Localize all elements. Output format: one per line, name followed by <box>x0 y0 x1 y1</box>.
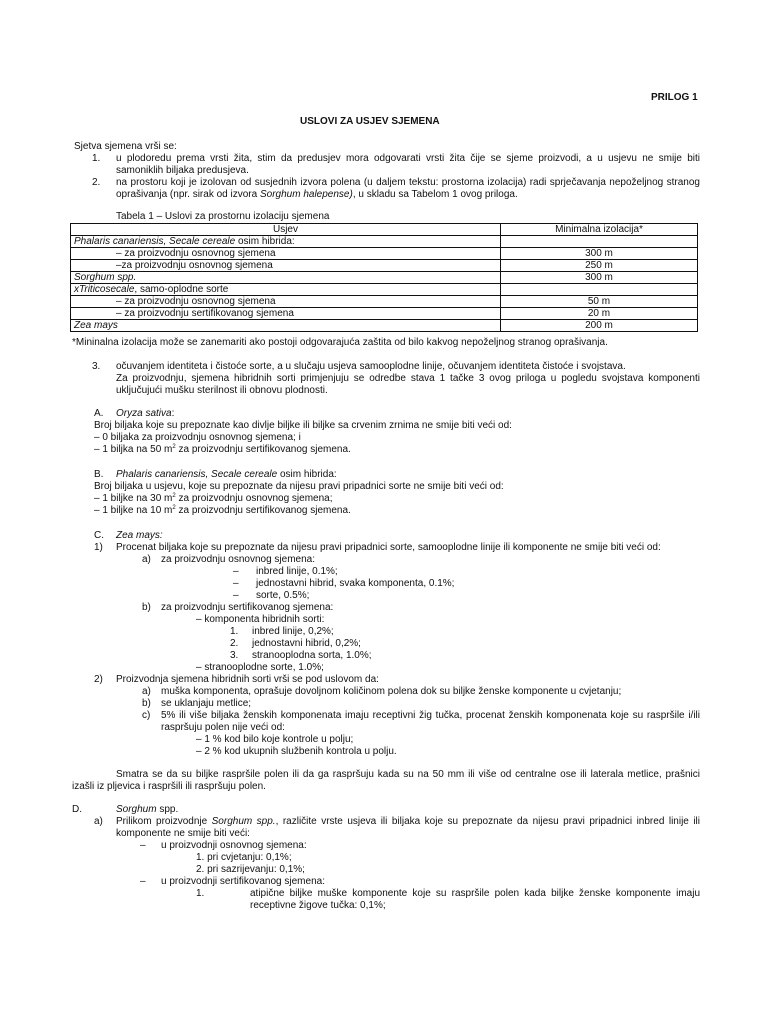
crop-cell <box>71 272 501 284</box>
section-d-letter: D. <box>72 804 82 815</box>
crop-cell <box>71 284 501 296</box>
text-run: za proizvodnju sertifikovanog sjemena. <box>175 444 351 455</box>
section-a-title <box>116 408 174 420</box>
section-b-line-3 <box>94 505 351 517</box>
value-cell <box>501 284 698 296</box>
species-name: Sorghum halepense) <box>259 189 353 200</box>
section-a-letter: A. <box>94 408 104 419</box>
c-a-item-3: sorte, 0.5%; <box>256 590 310 601</box>
species-name: Phalaris canariensis, Secale cereale <box>74 236 236 247</box>
c-sub-b-letter: b) <box>142 602 151 613</box>
text-run: , samo-oplodne sorte <box>134 284 229 295</box>
c-a-item-1: inbred linije, 0.1%; <box>256 566 338 577</box>
intro-item-1-line-1: u plodoredu prema vrsti žita, stim da predusjev mora odgovarati vrsti žita čije se sjeme proizvodi, a u usjevu ne smije biti <box>116 153 700 164</box>
table-footnote: *Mininalna izolacija može se zanemariti ako postoji odgovarajuća zaštita od bilo kakvog nepoželjnog stranog oprašivanja. <box>72 337 608 348</box>
item-3-number: 3. <box>92 361 101 372</box>
d-a-line-2: komponente ne smije biti veći: <box>116 828 250 839</box>
species-name: Sorghum spp. <box>74 272 137 283</box>
intro-item-2-number: 2. <box>92 177 101 188</box>
d-basic-seed: u proizvodnji osnovnog sjemena: <box>161 840 307 851</box>
dash: – <box>233 578 239 589</box>
text-run: , u skladu sa Tabelom 1 ovog priloga. <box>352 189 518 200</box>
section-b-line-1: Broj biljaka u usjevu, koje su prepoznate da nijesu pravi pripadnici sorte ne smije biti veći od: <box>94 481 504 492</box>
c-b-k1-text: inbred linije, 0,2%; <box>252 626 334 637</box>
dash: – <box>233 566 239 577</box>
annex-label: PRILOG 1 <box>651 92 698 103</box>
table-row <box>71 260 698 272</box>
section-a-line-3 <box>94 444 351 456</box>
c-sub-a-text: za proizvodnju osnovnog sjemena: <box>161 554 315 565</box>
c-b-k2-number: 2. <box>230 638 239 649</box>
c-point-1-text: Procenat biljaka koje su prepoznate da nijesu pravi pripadnici sorte, samooplodne linije ili komponente ne smije biti veći od: <box>116 542 661 553</box>
c-b-cross-pollinated: – stranooplodne sorte, 1.0%; <box>196 662 324 673</box>
value-cell: 300 m <box>501 248 698 260</box>
c-2c-line-1: 5% ili više biljaka ženskih komponenata imaju receptivni žig tučka, procenat ženskih komponenata koje su raspršile i/ili <box>161 710 700 721</box>
value-cell <box>501 236 698 248</box>
c-2b-text: se uklanjaju metlice; <box>161 698 252 709</box>
section-b-letter: B. <box>94 469 104 480</box>
table-row <box>71 284 698 296</box>
header-usjev: Usjev <box>71 224 501 236</box>
superscript: 2 <box>172 444 176 450</box>
intro-lead: Sjetva sjemena vrši se: <box>74 141 177 152</box>
header-izolacija: Minimalna izolacija* <box>501 224 698 236</box>
d-certified-1-number: 1. <box>196 888 205 899</box>
d-basic-1: 1. pri cvjetanju: 0,1%; <box>196 852 292 863</box>
dash: – <box>233 590 239 601</box>
species-name: Oryza sativa <box>116 408 172 419</box>
c-b-components: – komponenta hibridnih sorti: <box>196 614 325 625</box>
text-run: osim hibrida: <box>235 236 295 247</box>
value-cell: 20 m <box>501 308 698 320</box>
d-a-line-1 <box>116 816 700 828</box>
c-b-k1-number: 1. <box>230 626 239 637</box>
c-2a-text: muška komponenta, oprašuje dovoljnom količinom polena dok su biljke ženske komponente u cvjetanju; <box>161 686 622 697</box>
text-run: za proizvodnju osnovnog sjemena; <box>175 493 333 504</box>
species-name: xTriticosecale <box>74 284 135 295</box>
c-point-2-number: 2) <box>94 674 103 685</box>
crop-cell: – za proizvodnju osnovnog sjemena <box>71 296 501 308</box>
item-3-line-2: Za proizvodnju, sjemena hibridnih sorti primjenjuju se odredbe stava 1 tačke 3 ovog priloga u pogledu svojstava komponenti <box>116 373 700 384</box>
crop-cell: –za proizvodnju osnovnog sjemena <box>71 260 501 272</box>
value-cell: 250 m <box>501 260 698 272</box>
c-2c-item-1: – 1 % kod bilo koje kontrole u polju; <box>196 734 354 745</box>
c-2a-letter: a) <box>142 686 151 697</box>
section-c-letter: C. <box>94 530 104 541</box>
table-row <box>71 308 698 320</box>
species-name: Phalaris canariensis, Secale cereale <box>116 469 278 480</box>
c-a-item-2: jednostavni hibrid, svaka komponenta, 0.1%; <box>256 578 455 589</box>
c-sub-a-letter: a) <box>142 554 151 565</box>
table-header-row <box>71 224 698 236</box>
text-run: – 1 biljke na 10 m <box>94 505 173 516</box>
species-name: Zea mays <box>74 320 118 331</box>
section-b-line-2 <box>94 493 333 505</box>
c-note-line-2: izašli iz pljevica i raspršili ili raspršuju polen. <box>72 781 266 792</box>
section-c-title <box>116 530 163 542</box>
c-point-2-text: Proizvodnja sjemena hibridnih sorti vrši se pod uslovom da: <box>116 674 379 685</box>
text-run: spp. <box>156 804 179 815</box>
d-certified-seed: u proizvodnji sertifikovanog sjemena: <box>161 876 325 887</box>
superscript: 2 <box>172 493 176 499</box>
text-run: , različite vrste usjeva ili biljaka koje su prepoznate da nijesu pravi pripadnici inbred linije ili <box>275 816 700 827</box>
text-run: – 1 biljke na 30 m <box>94 493 173 504</box>
value-cell: 50 m <box>501 296 698 308</box>
dash: – <box>140 876 146 887</box>
table-row <box>71 320 698 332</box>
item-3-line-1: očuvanjem identiteta i čistoće sorte, a u slučaju usjeva samooplodne linije, očuvanjem identiteta čistoće i svojstava. <box>116 361 626 372</box>
table-row <box>71 236 698 248</box>
c-point-1-number: 1) <box>94 542 103 553</box>
crop-cell: – za proizvodnju osnovnog sjemena <box>71 248 501 260</box>
species-name: Sorghum spp. <box>211 816 276 827</box>
table-row <box>71 296 698 308</box>
intro-item-2-line-2 <box>116 189 518 201</box>
text-run: : <box>171 408 175 419</box>
text-run: – 1 biljka na 50 m <box>94 444 173 455</box>
d-certified-1-line-1: atipične biljke muške komponente koje su raspršile polen kada biljke ženske komponente imaju <box>250 888 700 899</box>
crop-cell <box>71 236 501 248</box>
d-certified-1-line-2: receptivne žigove tučka: 0,1%; <box>250 900 386 911</box>
section-b-title <box>116 469 337 481</box>
section-d-title <box>116 804 178 816</box>
intro-item-2-line-1: na prostoru koji je izolovan od susjednih izvora polena (u daljem tekstu: prostorna izolacija) radi sprječavanja nepoželjnog stranog <box>116 177 700 188</box>
value-cell: 300 m <box>501 272 698 284</box>
table-row <box>71 272 698 284</box>
c-2b-letter: b) <box>142 698 151 709</box>
crop-cell: – za proizvodnju sertifikovanog sjemena <box>71 308 501 320</box>
section-a-line-1: Broj biljaka koje su prepoznate kao divlje biljke ili biljke sa crvenim zrnima ne smije biti veći od: <box>94 420 512 431</box>
c-b-k2-text: jednostavni hibrid, 0,2%; <box>252 638 361 649</box>
text-run: osim hibrida: <box>277 469 337 480</box>
c-b-k3-number: 3. <box>230 650 239 661</box>
text-run: za proizvodnju sertifikovanog sjemena. <box>175 505 351 516</box>
crop-cell <box>71 320 501 332</box>
c-sub-b-text: za proizvodnju sertifikovanog sjemena: <box>161 602 334 613</box>
section-a-line-2: – 0 biljaka za proizvodnju osnovnog sjemena; i <box>94 432 301 443</box>
c-2c-letter: c) <box>142 710 151 721</box>
dash: – <box>140 840 146 851</box>
species-name: Zea mays: <box>116 530 163 541</box>
c-2c-item-2: – 2 % kod ukupnih službenih kontrola u polju. <box>196 746 397 757</box>
text-run: Prilikom proizvodnje <box>116 816 212 827</box>
item-3-line-3: uključujući mušku sterilnost ili obnovu plodnosti. <box>116 385 328 396</box>
intro-item-1-number: 1. <box>92 153 101 164</box>
text-run: oprašivanja (npr. sirak od izvora <box>116 189 260 200</box>
value-cell: 200 m <box>501 320 698 332</box>
c-2c-line-2: raspršuju polen nije veći od: <box>161 722 285 733</box>
c-b-k3-text: stranooplodna sorta, 1.0%; <box>252 650 372 661</box>
page-title: USLOVI ZA USJEV SJEMENA <box>300 116 440 127</box>
d-basic-2: 2. pri sazrijevanju: 0,1%; <box>196 864 305 875</box>
isolation-table <box>70 223 698 332</box>
intro-item-1-line-2: samoniklih biljaka predusjeva. <box>116 165 249 176</box>
c-note-line-1: Smatra se da su biljke raspršile polen ili da ga raspršuju kada su na 50 mm ili više od centralne ose ili laterala metlice, prašnici <box>116 769 700 780</box>
table-caption: Tabela 1 – Uslovi za prostornu izolaciju sjemena <box>116 211 330 222</box>
species-name: Sorghum <box>116 804 157 815</box>
superscript: 2 <box>172 505 176 511</box>
table-row <box>71 248 698 260</box>
d-a-letter: a) <box>94 816 103 827</box>
